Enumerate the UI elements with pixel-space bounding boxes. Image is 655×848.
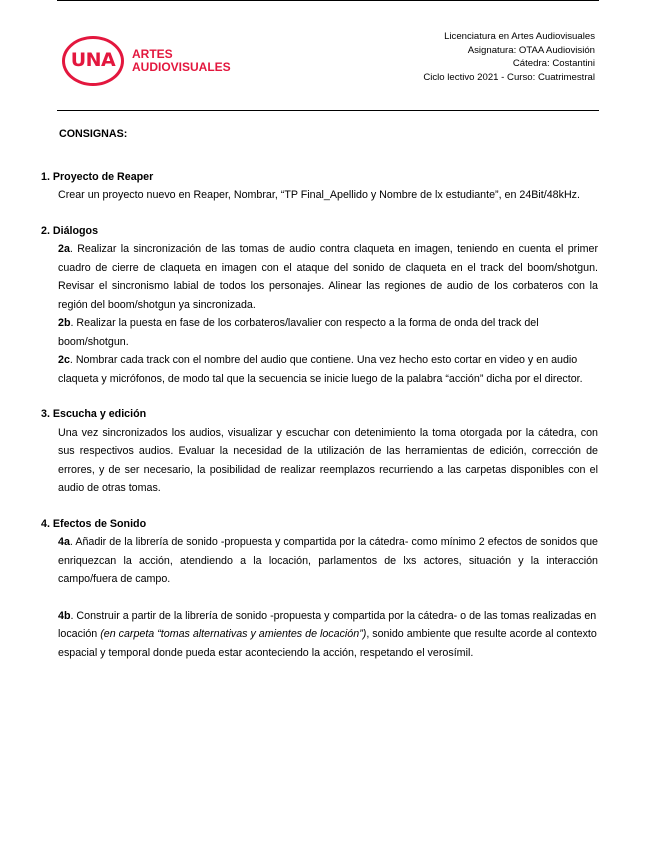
item-text: . Construir a partir de la librería de sonido -propuesta y compartida por la cátedra- o de las tomas realizadas en locación	[58, 609, 597, 640]
item-label: 4b	[58, 609, 71, 622]
item-italic-text: (en carpeta “tomas alternativas y amientes de locación”)	[100, 628, 367, 640]
section-text: Una vez sincronizados los audios, visualizar y escuchar con detenimiento la toma otorgada por la cátedra, con sus respectivos audios. Evaluar la necesidad de la utilización de las herramientas de edición, corrección de errores, y de ser necesario, la posibilidad de realizar reemplazos recurriendo a las carpetas disponibles con el audio de otras tomas.	[58, 426, 598, 494]
paragraph-4a	[58, 533, 598, 589]
item-label: 4a	[58, 536, 70, 548]
logo-mark: UNA	[70, 49, 116, 71]
section-title: 4. Efectos de Sonido	[41, 517, 147, 530]
item-text: , sonido ambiente que resulte acorde al contexto espacial y temporal donde pueda estar aconteciendo la acción, respetando el verosímil.	[58, 628, 597, 659]
course-chair: Cátedra: Costantini	[512, 58, 595, 69]
section-text: Crear un proyecto nuevo en Reaper, Nombrar, “TP Final_Apellido y Nombre de lx estudiante”, en 24Bit/48kHz.	[58, 189, 580, 201]
paragraph-4b	[58, 607, 598, 663]
page-title: CONSIGNAS:	[59, 128, 128, 140]
course-cycle: Ciclo lectivo 2021 - Curso: Cuatrimestral	[423, 71, 595, 83]
top-rule	[57, 0, 599, 1]
document-body	[41, 125, 598, 662]
item-label: 2a	[58, 243, 70, 255]
section-escucha	[41, 405, 598, 498]
item-text: . Realizar la puesta en fase de los corbateros/lavalier con respecto a la forma de onda del track del boom/shotgun.	[58, 317, 539, 348]
section-text	[58, 240, 598, 388]
logo-line-1: ARTES	[132, 47, 173, 61]
section-title: 1. Proyecto de Reaper	[41, 170, 154, 183]
header-rule	[57, 110, 599, 111]
section-efectos	[41, 515, 598, 663]
course-subject: Asignatura: OTAA Audiovisión	[467, 44, 595, 56]
item-text: . Realizar la sincronización de las tomas de audio contra claqueta en imagen, teniendo en cuenta el primer cuadro de cierre de claqueta en imagen con el ataque del sonido de claqueta en el track del boom/shotgun. Revisar el sincronismo labial de todos los personajes. Alinear las regiones de audio de los corbateros con la región del boom/shotgun ya sincronizada.	[58, 243, 598, 311]
logo-brand-text	[132, 48, 231, 74]
section-title: 2. Diálogos	[41, 224, 99, 237]
item-label: 2b	[58, 317, 71, 329]
una-logo	[62, 36, 232, 88]
paragraph-2c	[58, 351, 598, 388]
course-info	[423, 30, 595, 84]
section-title: 3. Escucha y edición	[41, 408, 147, 420]
section-dialogos	[41, 222, 598, 389]
item-label: 2c	[58, 354, 70, 366]
section-reaper	[41, 168, 598, 205]
paragraph-2b	[58, 314, 598, 351]
item-text: . Nombrar cada track con el nombre del audio que contiene. Una vez hecho esto cortar en video y en audio claqueta y micrófonos, de modo tal que la secuencia se inicie luego de la palabra “acción” dicha por el director.	[58, 354, 583, 385]
course-degree: Licenciatura en Artes Audiovisuales	[444, 31, 595, 42]
logo-line-2: AUDIOVISUALES	[132, 60, 231, 74]
section-text	[58, 533, 598, 662]
paragraph-2a	[58, 240, 598, 314]
item-text: . Añadir de la librería de sonido -propuesta y compartida por la cátedra- como mínimo 2 efectos de sonidos que enriquezcan la acción, atendiendo a la locación, parlamentos de lxs actores, situación y la interacción campo/fuera de campo.	[58, 536, 598, 585]
